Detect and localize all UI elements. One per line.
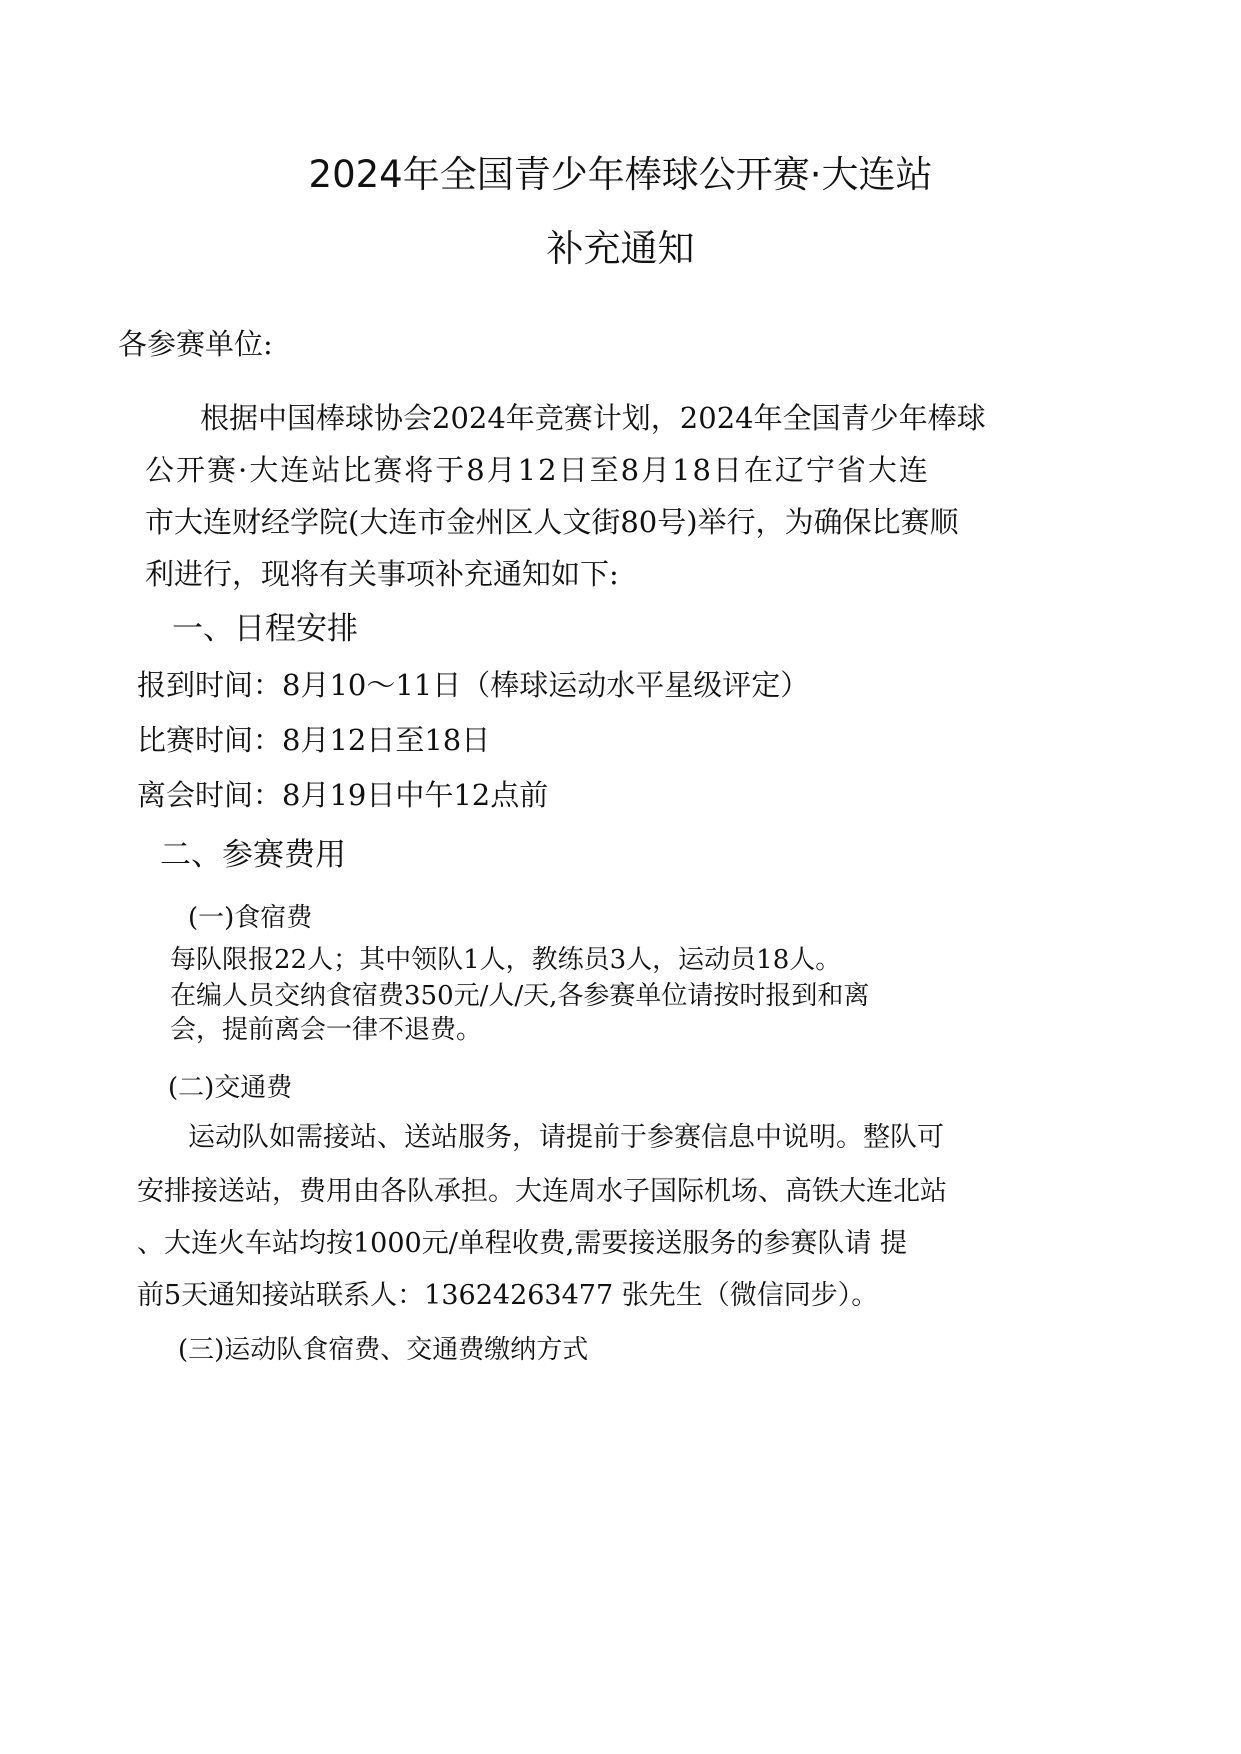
transport-line: 前5天通知接站联系人：13624263477 张先生（微信同步）。 <box>137 1280 879 1311</box>
fee-line: 在编人员交纳食宿费350元/人/天,各参赛单位请按时报到和离 <box>170 981 870 1011</box>
document-subtitle: 补充通知 <box>546 227 695 270</box>
schedule-line: 比赛时间：8月12日至18日 <box>137 723 491 757</box>
subsection-heading: (一)食宿费 <box>188 903 313 933</box>
subsection-heading: (三)运动队食宿费、交通费缴纳方式 <box>178 1335 589 1365</box>
transport-line: 运动队如需接站、送站服务，请提前于参赛信息中说明。整队可 <box>188 1122 944 1153</box>
transport-line: 安排接送站，费用由各队承担。大连周水子国际机场、高铁大连北站 <box>137 1176 947 1207</box>
intro-line: 利进行，现将有关事项补充通知如下: <box>145 557 619 591</box>
intro-line: 公开赛·大连站比赛将于8月12日至8月18日在辽宁省大连 <box>145 453 930 487</box>
fee-line: 每队限报22人；其中领队1人，教练员3人，运动员18人。 <box>170 945 842 975</box>
document-title: 2024年全国青少年棒球公开赛·大连站 <box>308 153 933 196</box>
section-heading-fees: 二、参赛费用 <box>160 837 346 873</box>
section-heading-schedule: 一、日程安排 <box>172 611 358 647</box>
intro-line: 市大连财经学院(大连市金州区人文街80号)举行，为确保比赛顺 <box>145 505 959 539</box>
fee-line: 会，提前离会一律不退费。 <box>170 1015 483 1045</box>
salutation: 各参赛单位: <box>118 327 273 361</box>
schedule-line: 离会时间：8月19日中午12点前 <box>137 778 549 812</box>
schedule-line: 报到时间：8月10～11日（棒球运动水平星级评定） <box>137 668 810 702</box>
subsection-heading: (二)交通费 <box>168 1073 293 1103</box>
intro-line: 根据中国棒球协会2024年竞赛计划，2024年全国青少年棒球 <box>200 401 986 435</box>
transport-line: 、大连火车站均按1000元/单程收费,需要接送服务的参赛队请 提 <box>137 1228 907 1259</box>
